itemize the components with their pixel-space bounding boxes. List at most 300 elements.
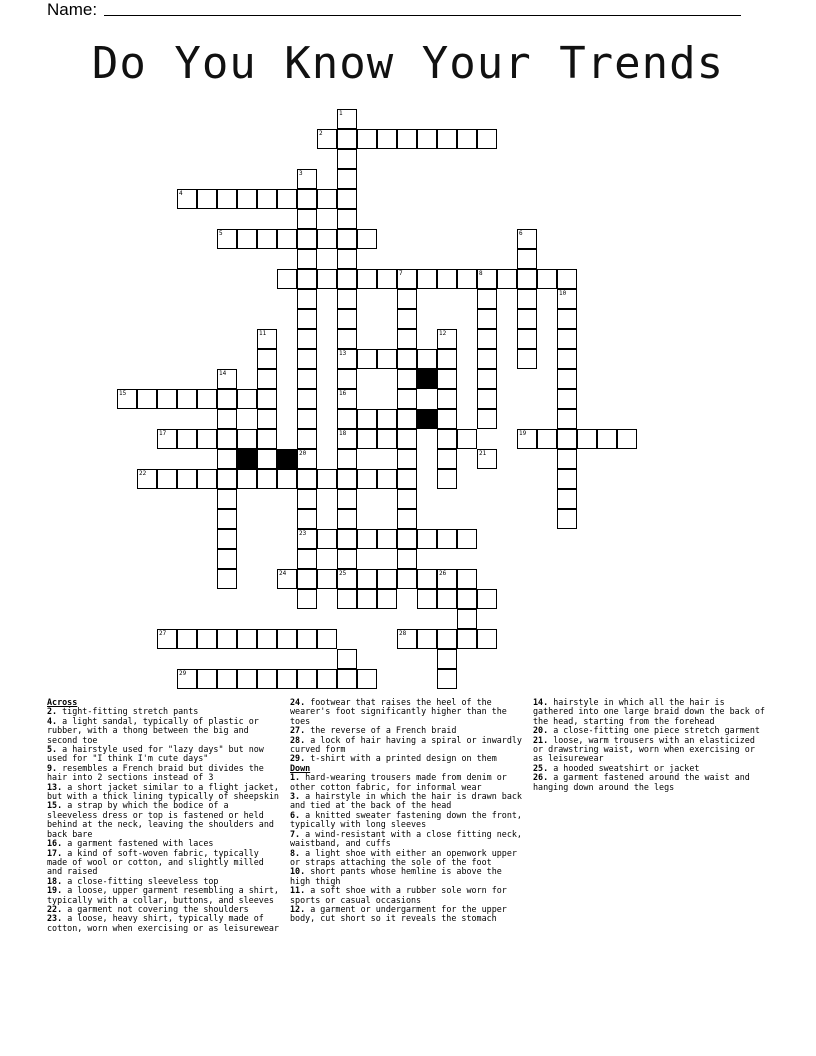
answer-cell[interactable] xyxy=(237,669,257,689)
answer-cell[interactable] xyxy=(117,389,137,409)
clue-item-number: 6. xyxy=(290,809,301,820)
clue-item-text: resembles a French braid but divides the hair into 2 sections instead of 3 xyxy=(47,762,264,783)
clue-item-number: 13. xyxy=(47,781,63,792)
answer-cell[interactable] xyxy=(457,609,477,629)
answer-cell[interactable] xyxy=(557,269,577,289)
answer-cell[interactable] xyxy=(337,589,357,609)
answer-cell[interactable] xyxy=(317,469,337,489)
answer-cell[interactable] xyxy=(217,449,237,469)
across-clue-list-continued xyxy=(290,698,526,764)
answer-cell[interactable] xyxy=(297,509,317,529)
clue-item xyxy=(290,905,526,924)
clue-item-number: 5. xyxy=(47,744,58,755)
answer-cell[interactable] xyxy=(237,629,257,649)
clue-number: 27 xyxy=(159,630,167,637)
answer-cell[interactable] xyxy=(297,589,317,609)
answer-cell[interactable] xyxy=(397,389,417,409)
answer-cell[interactable] xyxy=(517,329,537,349)
answer-cell[interactable] xyxy=(437,529,457,549)
answer-cell[interactable] xyxy=(437,649,457,669)
answer-cell[interactable] xyxy=(257,429,277,449)
clue-item-number: 8. xyxy=(290,847,301,858)
answer-cell[interactable] xyxy=(557,389,577,409)
answer-cell[interactable] xyxy=(437,629,457,649)
answer-cell[interactable] xyxy=(317,569,337,589)
answer-cell[interactable] xyxy=(557,329,577,349)
clue-item xyxy=(290,849,526,868)
answer-cell[interactable] xyxy=(157,629,177,649)
answer-cell[interactable] xyxy=(557,309,577,329)
answer-cell[interactable] xyxy=(457,129,477,149)
answer-cell[interactable] xyxy=(217,549,237,569)
clue-item-text: a loose, heavy shirt, typically made of cotton, worn when exercising or as leisurewear xyxy=(47,913,279,933)
clue-number: 29 xyxy=(179,670,187,677)
answer-cell[interactable] xyxy=(437,569,457,589)
answer-cell[interactable] xyxy=(357,129,377,149)
answer-cell[interactable] xyxy=(397,289,417,309)
answer-cell[interactable] xyxy=(517,229,537,249)
answer-cell[interactable] xyxy=(337,249,357,269)
answer-cell[interactable] xyxy=(457,589,477,609)
answer-cell[interactable] xyxy=(437,449,457,469)
answer-cell[interactable] xyxy=(477,349,497,369)
black-square xyxy=(237,449,257,469)
across-clue-list xyxy=(47,707,283,933)
answer-cell[interactable] xyxy=(437,669,457,689)
answer-cell[interactable] xyxy=(377,589,397,609)
answer-cell[interactable] xyxy=(557,409,577,429)
answer-cell[interactable] xyxy=(317,129,337,149)
answer-cell[interactable] xyxy=(337,429,357,449)
answer-cell[interactable] xyxy=(537,269,557,289)
clue-item-number: 25. xyxy=(533,762,549,773)
clue-item xyxy=(533,773,769,792)
answer-cell[interactable] xyxy=(297,289,317,309)
answer-cell[interactable] xyxy=(257,409,277,429)
answer-cell[interactable] xyxy=(197,469,217,489)
clue-item-number: 20. xyxy=(533,725,549,736)
answer-cell[interactable] xyxy=(177,669,197,689)
answer-cell[interactable] xyxy=(297,429,317,449)
answer-cell[interactable] xyxy=(477,449,497,469)
answer-cell[interactable] xyxy=(277,629,297,649)
clue-item xyxy=(47,783,283,802)
answer-cell[interactable] xyxy=(377,429,397,449)
answer-cell[interactable] xyxy=(337,129,357,149)
answer-cell[interactable] xyxy=(137,469,157,489)
clue-item-text: t-shirt with a printed design on them xyxy=(310,753,497,764)
clue-number: 8 xyxy=(479,270,483,277)
answer-cell[interactable] xyxy=(237,229,257,249)
answer-cell[interactable] xyxy=(517,289,537,309)
answer-cell[interactable] xyxy=(517,429,537,449)
clue-item-number: 1. xyxy=(290,772,301,783)
clue-item-number: 10. xyxy=(290,866,306,877)
answer-cell[interactable] xyxy=(237,469,257,489)
answer-cell[interactable] xyxy=(337,369,357,389)
answer-cell[interactable] xyxy=(357,569,377,589)
answer-cell[interactable] xyxy=(357,429,377,449)
answer-cell[interactable] xyxy=(257,189,277,209)
clue-item-number: 12. xyxy=(290,903,306,914)
answer-cell[interactable] xyxy=(397,529,417,549)
answer-cell[interactable] xyxy=(337,229,357,249)
answer-cell[interactable] xyxy=(337,449,357,469)
answer-cell[interactable] xyxy=(397,369,417,389)
answer-cell[interactable] xyxy=(397,349,417,369)
clues-column-2 xyxy=(290,698,526,924)
answer-cell[interactable] xyxy=(557,489,577,509)
clue-number: 2 xyxy=(319,130,323,137)
answer-cell[interactable] xyxy=(357,349,377,369)
answer-cell[interactable] xyxy=(297,189,317,209)
answer-cell[interactable] xyxy=(477,369,497,389)
answer-cell[interactable] xyxy=(397,569,417,589)
answer-cell[interactable] xyxy=(337,469,357,489)
clue-item-number: 11. xyxy=(290,885,306,896)
answer-cell[interactable] xyxy=(217,229,237,249)
answer-cell[interactable] xyxy=(217,569,237,589)
answer-cell[interactable] xyxy=(397,309,417,329)
clues-column-1 xyxy=(47,698,283,933)
clue-number: 18 xyxy=(339,430,347,437)
answer-cell[interactable] xyxy=(237,189,257,209)
clue-item xyxy=(290,773,526,792)
answer-cell[interactable] xyxy=(297,669,317,689)
answer-cell[interactable] xyxy=(417,529,437,549)
answer-cell[interactable] xyxy=(297,229,317,249)
clue-item-text: a soft shoe with a rubber sole worn for sports or casual occasions xyxy=(290,885,507,905)
answer-cell[interactable] xyxy=(357,269,377,289)
answer-cell[interactable] xyxy=(397,509,417,529)
answer-cell[interactable] xyxy=(477,589,497,609)
answer-cell[interactable] xyxy=(437,389,457,409)
answer-cell[interactable] xyxy=(477,389,497,409)
answer-cell[interactable] xyxy=(157,469,177,489)
answer-cell[interactable] xyxy=(377,269,397,289)
answer-cell[interactable] xyxy=(277,189,297,209)
clue-number: 4 xyxy=(179,190,183,197)
clue-item-number: 22. xyxy=(47,903,63,914)
answer-cell[interactable] xyxy=(257,369,277,389)
answer-cell[interactable] xyxy=(337,649,357,669)
answer-cell[interactable] xyxy=(277,229,297,249)
answer-cell[interactable] xyxy=(377,529,397,549)
answer-cell[interactable] xyxy=(357,409,377,429)
answer-cell[interactable] xyxy=(237,389,257,409)
answer-cell[interactable] xyxy=(337,329,357,349)
clue-item-number: 15. xyxy=(47,800,63,811)
answer-cell[interactable] xyxy=(217,629,237,649)
answer-cell[interactable] xyxy=(457,569,477,589)
clue-item-text: a hairstyle in which the hair is drawn back and tied at the back of the head xyxy=(290,791,522,811)
answer-cell[interactable] xyxy=(157,389,177,409)
answer-cell[interactable] xyxy=(337,289,357,309)
answer-cell[interactable] xyxy=(297,349,317,369)
answer-cell[interactable] xyxy=(477,309,497,329)
answer-cell[interactable] xyxy=(497,269,517,289)
answer-cell[interactable] xyxy=(437,329,457,349)
clue-item xyxy=(47,886,283,905)
answer-cell[interactable] xyxy=(217,389,237,409)
down-clue-list-continued xyxy=(533,698,769,792)
answer-cell[interactable] xyxy=(337,409,357,429)
answer-cell[interactable] xyxy=(337,549,357,569)
answer-cell[interactable] xyxy=(257,469,277,489)
answer-cell[interactable] xyxy=(557,449,577,469)
answer-cell[interactable] xyxy=(297,329,317,349)
clue-item-text: footwear that raises the heel of the wearer's foot significantly higher than the toes xyxy=(290,697,507,726)
page-title: Do You Know Your Trends xyxy=(91,38,725,89)
answer-cell[interactable] xyxy=(177,629,197,649)
answer-cell[interactable] xyxy=(297,249,317,269)
clue-item xyxy=(290,811,526,830)
answer-cell[interactable] xyxy=(277,569,297,589)
answer-cell[interactable] xyxy=(297,489,317,509)
answer-cell[interactable] xyxy=(297,549,317,569)
answer-cell[interactable] xyxy=(377,409,397,429)
answer-cell[interactable] xyxy=(557,289,577,309)
clue-item-text: a hairstyle used for "lazy days" but now used for "I think I'm cute days" xyxy=(47,744,264,764)
clue-item-text: a garment fastened with laces xyxy=(67,838,214,849)
clue-item-number: 23. xyxy=(47,913,63,924)
answer-cell[interactable] xyxy=(217,469,237,489)
answer-cell[interactable] xyxy=(297,449,317,469)
answer-cell[interactable] xyxy=(337,529,357,549)
answer-cell[interactable] xyxy=(357,669,377,689)
clue-item-text: a hooded sweatshirt or jacket xyxy=(553,762,700,773)
answer-cell[interactable] xyxy=(397,449,417,469)
answer-cell[interactable] xyxy=(217,669,237,689)
answer-cell[interactable] xyxy=(437,349,457,369)
answer-cell[interactable] xyxy=(297,269,317,289)
answer-cell[interactable] xyxy=(257,349,277,369)
answer-cell[interactable] xyxy=(137,389,157,409)
answer-cell[interactable] xyxy=(397,489,417,509)
clue-number: 1 xyxy=(339,110,343,117)
answer-cell[interactable] xyxy=(337,669,357,689)
answer-cell[interactable] xyxy=(357,229,377,249)
answer-cell[interactable] xyxy=(217,189,237,209)
answer-cell[interactable] xyxy=(337,269,357,289)
answer-cell[interactable] xyxy=(437,129,457,149)
answer-cell[interactable] xyxy=(257,229,277,249)
clue-item-number: 16. xyxy=(47,838,63,849)
answer-cell[interactable] xyxy=(397,329,417,349)
clue-item-text: the reverse of a French braid xyxy=(310,725,457,736)
answer-cell[interactable] xyxy=(417,269,437,289)
answer-cell[interactable] xyxy=(297,389,317,409)
answer-cell[interactable] xyxy=(397,269,417,289)
answer-cell[interactable] xyxy=(417,569,437,589)
clue-number: 20 xyxy=(299,450,307,457)
clue-item-number: 29. xyxy=(290,753,306,764)
answer-cell[interactable] xyxy=(557,509,577,529)
answer-cell[interactable] xyxy=(297,169,317,189)
answer-cell[interactable] xyxy=(177,189,197,209)
answer-cell[interactable] xyxy=(397,469,417,489)
answer-cell[interactable] xyxy=(297,209,317,229)
answer-cell[interactable] xyxy=(437,589,457,609)
answer-cell[interactable] xyxy=(437,269,457,289)
answer-cell[interactable] xyxy=(617,429,637,449)
answer-cell[interactable] xyxy=(477,329,497,349)
answer-cell[interactable] xyxy=(477,409,497,429)
answer-cell[interactable] xyxy=(477,129,497,149)
clue-item xyxy=(290,792,526,811)
clue-number: 10 xyxy=(559,290,567,297)
answer-cell[interactable] xyxy=(517,349,537,369)
answer-cell[interactable] xyxy=(477,289,497,309)
answer-cell[interactable] xyxy=(257,389,277,409)
answer-cell[interactable] xyxy=(257,629,277,649)
answer-cell[interactable] xyxy=(197,429,217,449)
answer-cell[interactable] xyxy=(557,469,577,489)
answer-cell[interactable] xyxy=(297,469,317,489)
clue-item xyxy=(47,717,283,745)
answer-cell[interactable] xyxy=(397,429,417,449)
answer-cell[interactable] xyxy=(437,429,457,449)
answer-cell[interactable] xyxy=(297,409,317,429)
clue-number: 16 xyxy=(339,390,347,397)
clue-item-number: 19. xyxy=(47,885,63,896)
answer-cell[interactable] xyxy=(297,309,317,329)
answer-cell[interactable] xyxy=(437,369,457,389)
answer-cell[interactable] xyxy=(457,429,477,449)
answer-cell[interactable] xyxy=(397,629,417,649)
answer-cell[interactable] xyxy=(557,429,577,449)
answer-cell[interactable] xyxy=(457,629,477,649)
answer-cell[interactable] xyxy=(217,409,237,429)
answer-cell[interactable] xyxy=(197,189,217,209)
answer-cell[interactable] xyxy=(337,309,357,329)
answer-cell[interactable] xyxy=(397,129,417,149)
answer-cell[interactable] xyxy=(277,669,297,689)
answer-cell[interactable] xyxy=(337,149,357,169)
clue-number: 24 xyxy=(279,570,287,577)
answer-cell[interactable] xyxy=(337,349,357,369)
answer-cell[interactable] xyxy=(517,269,537,289)
answer-cell[interactable] xyxy=(217,369,237,389)
answer-cell[interactable] xyxy=(257,329,277,349)
clue-item xyxy=(290,736,526,755)
answer-cell[interactable] xyxy=(377,569,397,589)
answer-cell[interactable] xyxy=(277,469,297,489)
answer-cell[interactable] xyxy=(597,429,617,449)
answer-cell[interactable] xyxy=(257,669,277,689)
answer-cell[interactable] xyxy=(397,549,417,569)
answer-cell[interactable] xyxy=(197,629,217,649)
answer-cell[interactable] xyxy=(217,509,237,529)
answer-cell[interactable] xyxy=(337,189,357,209)
clue-item xyxy=(533,698,769,726)
answer-cell[interactable] xyxy=(517,249,537,269)
answer-cell[interactable] xyxy=(577,429,597,449)
answer-cell[interactable] xyxy=(337,389,357,409)
clue-item xyxy=(47,849,283,877)
clue-item xyxy=(290,698,526,726)
answer-cell[interactable] xyxy=(517,309,537,329)
answer-cell[interactable] xyxy=(157,429,177,449)
answer-cell[interactable] xyxy=(197,389,217,409)
answer-cell[interactable] xyxy=(357,469,377,489)
answer-cell[interactable] xyxy=(217,529,237,549)
clue-item-text: tight-fitting stretch pants xyxy=(62,706,199,717)
answer-cell[interactable] xyxy=(297,629,317,649)
answer-cell[interactable] xyxy=(337,489,357,509)
answer-cell[interactable] xyxy=(317,669,337,689)
answer-cell[interactable] xyxy=(317,269,337,289)
answer-cell[interactable] xyxy=(317,529,337,549)
answer-cell[interactable] xyxy=(317,629,337,649)
answer-cell[interactable] xyxy=(357,529,377,549)
answer-cell[interactable] xyxy=(537,429,557,449)
answer-cell[interactable] xyxy=(317,229,337,249)
answer-cell[interactable] xyxy=(557,349,577,369)
answer-cell[interactable] xyxy=(437,409,457,429)
answer-cell[interactable] xyxy=(197,669,217,689)
clue-number: 17 xyxy=(159,430,167,437)
answer-cell[interactable] xyxy=(417,589,437,609)
clue-number: 13 xyxy=(339,350,347,357)
clue-item-number: 4. xyxy=(47,715,58,726)
answer-cell[interactable] xyxy=(317,189,337,209)
answer-cell[interactable] xyxy=(477,629,497,649)
clue-number: 14 xyxy=(219,370,227,377)
clue-item-number: 14. xyxy=(533,697,549,707)
answer-cell[interactable] xyxy=(417,629,437,649)
answer-cell[interactable] xyxy=(557,369,577,389)
clue-number: 19 xyxy=(519,430,527,437)
clue-item-text: a close-fitting one piece stretch garment xyxy=(553,725,760,736)
answer-cell[interactable] xyxy=(417,129,437,149)
answer-cell[interactable] xyxy=(337,569,357,589)
answer-cell[interactable] xyxy=(477,269,497,289)
answer-cell[interactable] xyxy=(377,469,397,489)
answer-cell[interactable] xyxy=(297,569,317,589)
answer-cell[interactable] xyxy=(297,529,317,549)
clue-number: 3 xyxy=(299,170,303,177)
answer-cell[interactable] xyxy=(177,429,197,449)
answer-cell[interactable] xyxy=(437,469,457,489)
answer-cell[interactable] xyxy=(337,169,357,189)
answer-cell[interactable] xyxy=(377,129,397,149)
answer-cell[interactable] xyxy=(377,349,397,369)
clue-item-text: a light sandal, typically of plastic or rubber, with a thong between the big and second toe xyxy=(47,715,259,745)
answer-cell[interactable] xyxy=(397,409,417,429)
answer-cell[interactable] xyxy=(357,589,377,609)
answer-cell[interactable] xyxy=(457,269,477,289)
answer-cell[interactable] xyxy=(297,369,317,389)
answer-cell[interactable] xyxy=(417,349,437,369)
answer-cell[interactable] xyxy=(237,429,257,449)
answer-cell[interactable] xyxy=(177,469,197,489)
answer-cell[interactable] xyxy=(217,489,237,509)
clue-item-number: 27. xyxy=(290,725,306,736)
answer-cell[interactable] xyxy=(257,449,277,469)
answer-cell[interactable] xyxy=(337,509,357,529)
clue-number: 11 xyxy=(259,330,267,337)
answer-cell[interactable] xyxy=(337,209,357,229)
clue-item-text: a light shoe with either an openwork upper or straps attaching the sole of the foot xyxy=(290,847,517,867)
answer-cell[interactable] xyxy=(277,269,297,289)
answer-cell[interactable] xyxy=(217,429,237,449)
clue-item-number: 7. xyxy=(290,828,301,839)
answer-cell[interactable] xyxy=(337,109,357,129)
answer-cell[interactable] xyxy=(177,389,197,409)
clue-item xyxy=(533,736,769,764)
answer-cell[interactable] xyxy=(457,529,477,549)
